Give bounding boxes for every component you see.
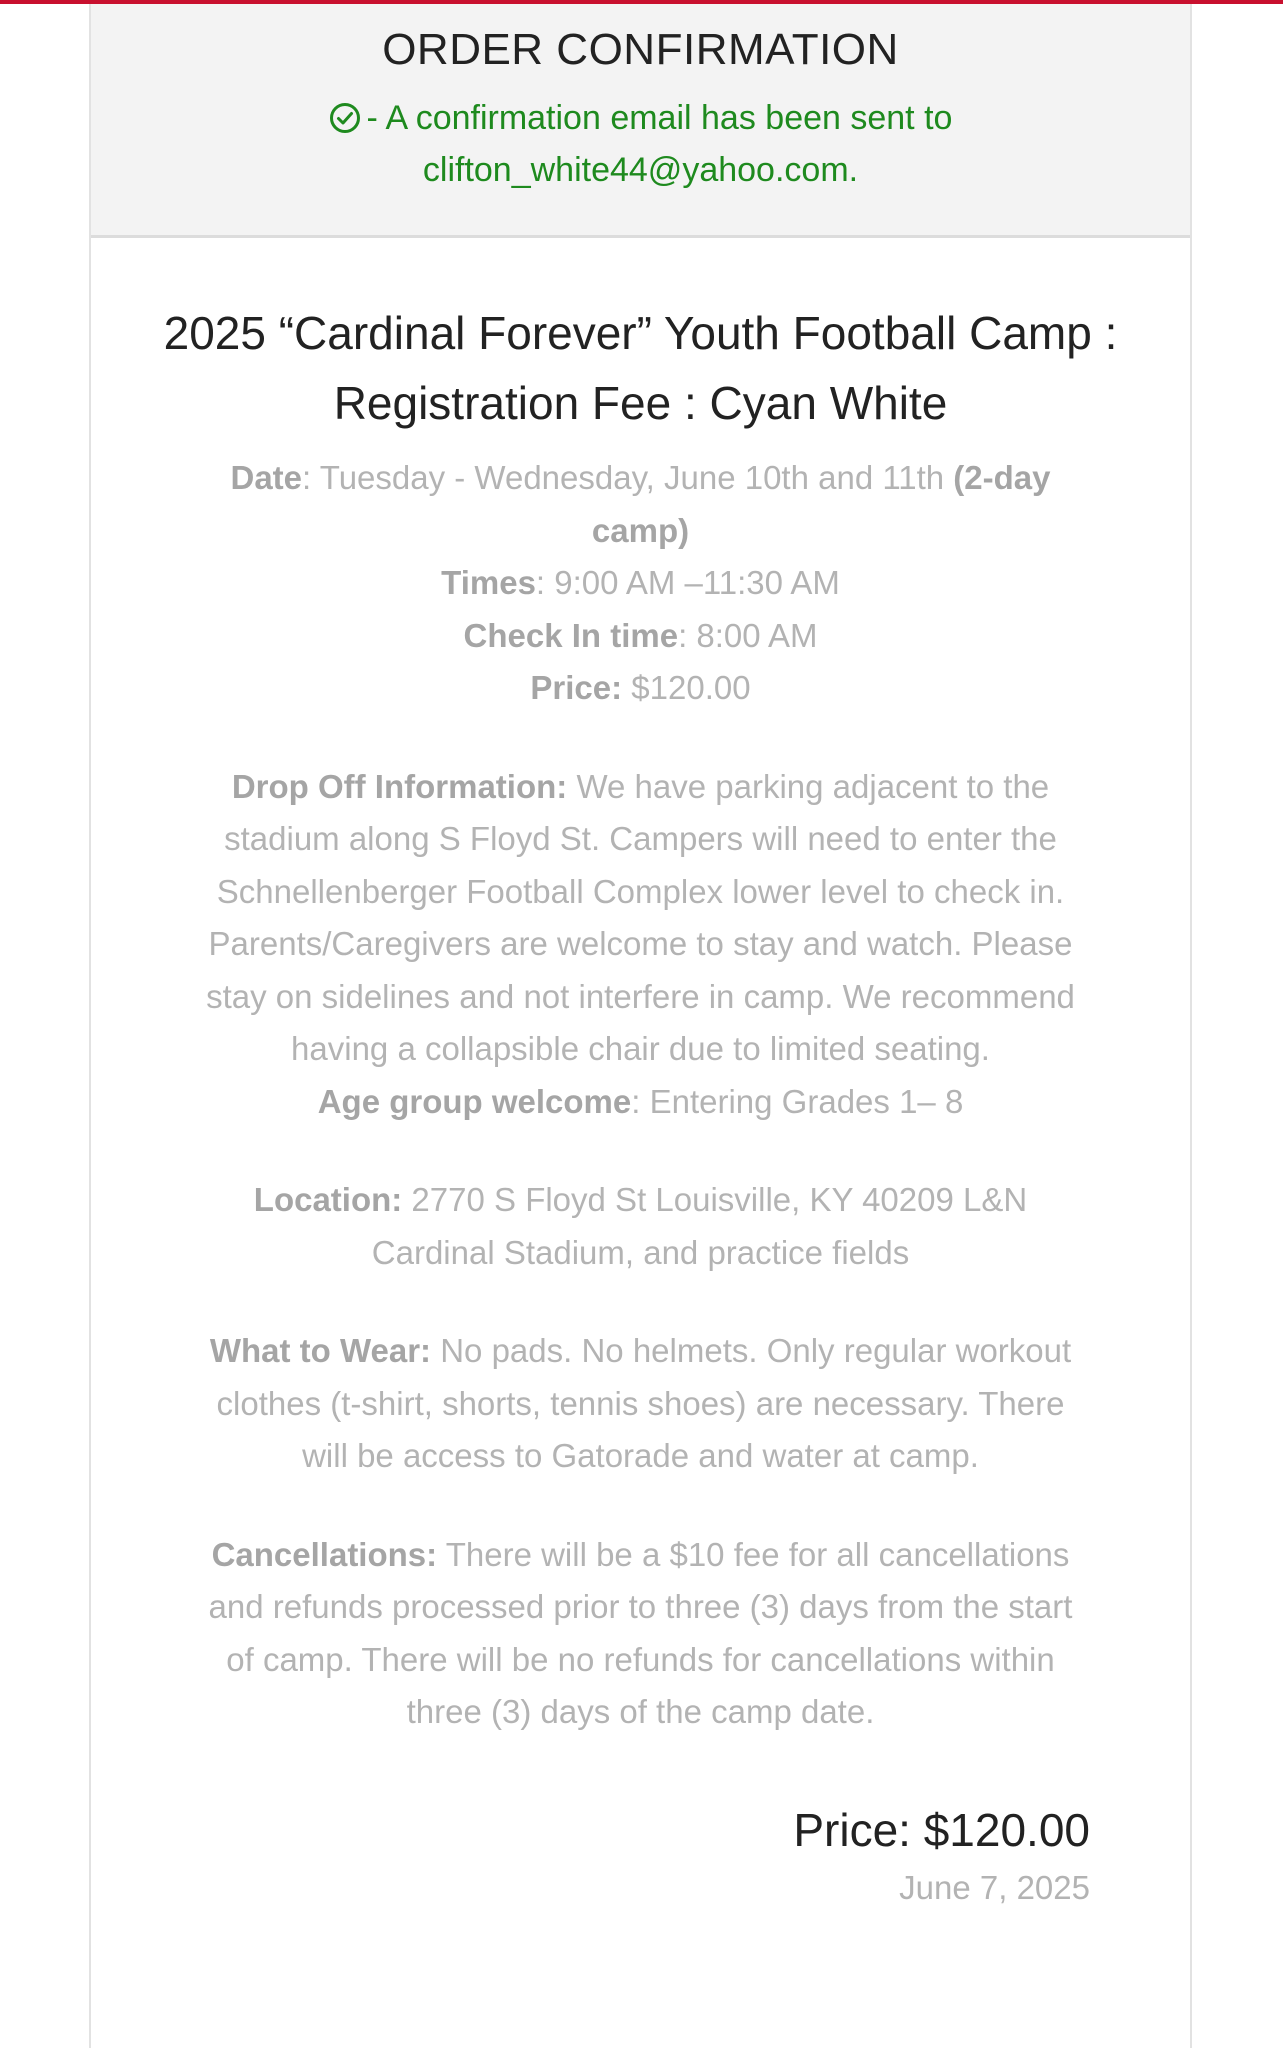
event-title — [161, 298, 1120, 438]
times-line — [191, 557, 1091, 610]
cancel-value: There will be a $10 fee for all cancellations and refunds processed prior to three (3) days from the start of camp. There will be no refunds for cancellations within three (3) days of the camp date. — [208, 1535, 1073, 1730]
cancellations-info — [191, 1529, 1091, 1739]
dropoff-label: Drop Off Information: — [231, 767, 568, 805]
date-value: : Tuesday - Wednesday, June 10th and 11th — [302, 459, 954, 496]
confirmation-message — [261, 92, 1021, 196]
times-value: : 9:00 AM –11:30 AM — [535, 564, 840, 601]
date-note: (2-day camp) — [591, 459, 1051, 549]
event-title-line2: Registration Fee : Cyan White — [333, 377, 948, 429]
price-label: Price: — [530, 669, 623, 706]
order-confirmation-card — [89, 4, 1192, 2048]
confirmation-email: clifton_white44@yahoo.com. — [422, 151, 859, 189]
order-price: Price: $120.00 — [793, 1803, 1090, 1856]
dropoff-info — [191, 761, 1091, 1076]
checkin-line — [191, 610, 1091, 663]
date-label: Date — [230, 459, 303, 496]
order-summary — [91, 1739, 1190, 1915]
age-group-line — [191, 1076, 1091, 1129]
dropoff-value: We have parking adjacent to the stadium along S Floyd St. Campers will need to enter the Schnellenberger Football Complex lower level to check in. Parents/Caregivers are welcome to stay and watch. Please stay on sidelines and not interfere in camp. We recommend having a collapsible chair due to limited seating. — [206, 767, 1075, 1067]
wear-value: No pads. No helmets. Only regular workout clothes (t-shirt, shorts, tennis shoes) are necessary. There will be access to Gatorade and water at camp. — [216, 1332, 1072, 1474]
event-details — [191, 452, 1091, 1739]
what-to-wear-info — [191, 1325, 1091, 1483]
location-info — [191, 1174, 1091, 1279]
age-value: : Entering Grades 1– 8 — [631, 1082, 964, 1120]
check-circle-icon — [329, 97, 361, 129]
wear-label: What to Wear: — [209, 1332, 432, 1369]
age-label: Age group welcome — [317, 1082, 632, 1120]
order-body — [91, 238, 1190, 1739]
price-line — [191, 662, 1091, 715]
times-label: Times — [441, 564, 536, 601]
location-value: 2770 S Floyd St Louisville, KY 40209 L&N Cardinal Stadium, and practice fields — [371, 1181, 1028, 1271]
confirmation-header — [91, 4, 1190, 238]
date-line — [191, 452, 1091, 557]
confirmation-text: - A confirmation email has been sent to — [366, 99, 953, 137]
order-date: June 7, 2025 — [899, 1868, 1090, 1906]
checkin-value: : 8:00 AM — [678, 616, 818, 654]
checkin-label: Check In time — [463, 616, 679, 654]
page-title: ORDER CONFIRMATION — [382, 25, 899, 74]
location-label: Location: — [253, 1181, 403, 1218]
event-title-line1: 2025 “Cardinal Forever” Youth Football Camp : — [163, 307, 1118, 359]
cancel-label: Cancellations: — [211, 1535, 438, 1573]
price-value: $120.00 — [622, 669, 751, 706]
